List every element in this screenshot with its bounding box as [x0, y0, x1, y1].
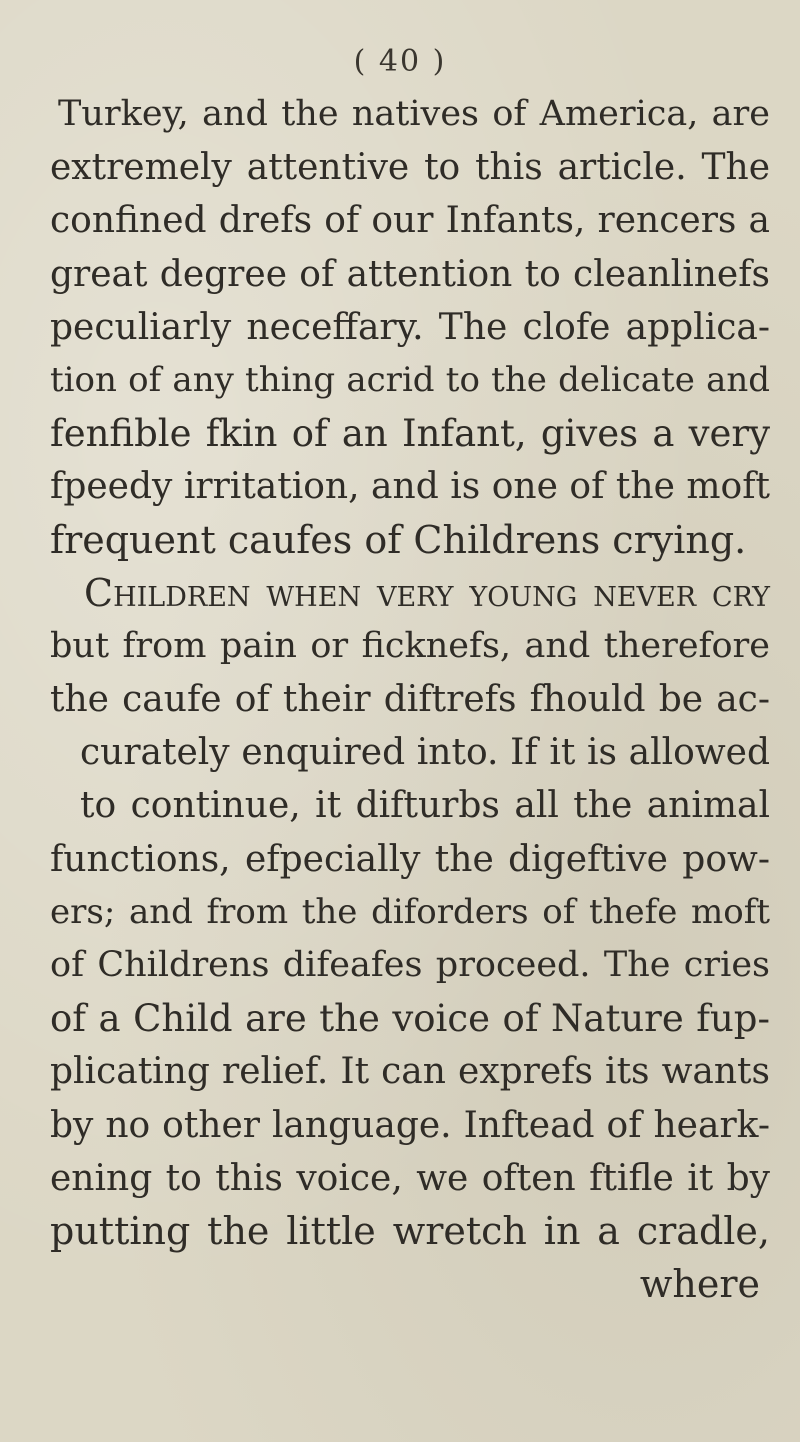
text-line: frequent caufes of Childrens crying. [50, 517, 747, 562]
text-line: but from pain or ficknefs, and therefore [50, 625, 770, 666]
text-line: great degree of attention to cleanlinefs [50, 253, 770, 295]
text-line: Turkey, and the natives of America, are [58, 94, 770, 134]
catchword: where [639, 1262, 760, 1307]
text-line: extremely attentive to this article. The [50, 147, 770, 189]
text-line: fenfible fkin of an Infant, gives a very [50, 412, 770, 456]
text-line: of a Child are the voice of Nature fup- [50, 997, 770, 1041]
text-line: ers; and from the diforders of thefe moft [50, 891, 770, 932]
text-line: ening to this voice, we often ftifle it by [50, 1157, 770, 1199]
paragraph-start-line: Children when very young never cry [84, 570, 770, 615]
text-line: confined drefs of our Infants, rencers a [50, 200, 770, 242]
text-line: putting the little wretch in a cradle, [50, 1208, 770, 1253]
text-line: fpeedy irritation, and is one of the moft [50, 466, 770, 508]
body-text [50, 88, 770, 1311]
text-line: the caufe of their diftrefs fhould be ac- [50, 679, 770, 721]
text-line: peculiarly neceffary. The clofe applica- [50, 306, 770, 348]
text-line: of Childrens difeafes proceed. The cries [50, 945, 770, 985]
text-line: tion of any thing acrid to the delicate and [50, 359, 770, 400]
text-line: curately enquired into. If it is allowed [80, 732, 770, 774]
page-number: ( 40 ) [353, 44, 447, 79]
text-line: functions, efpecially the digeftive pow- [50, 838, 770, 880]
text-line: to continue, it difturbs all the animal [80, 785, 770, 827]
text-line: by no other language. Inftead of heark- [50, 1104, 770, 1146]
text-line: plicating relief. It can exprefs its wants [50, 1051, 770, 1093]
